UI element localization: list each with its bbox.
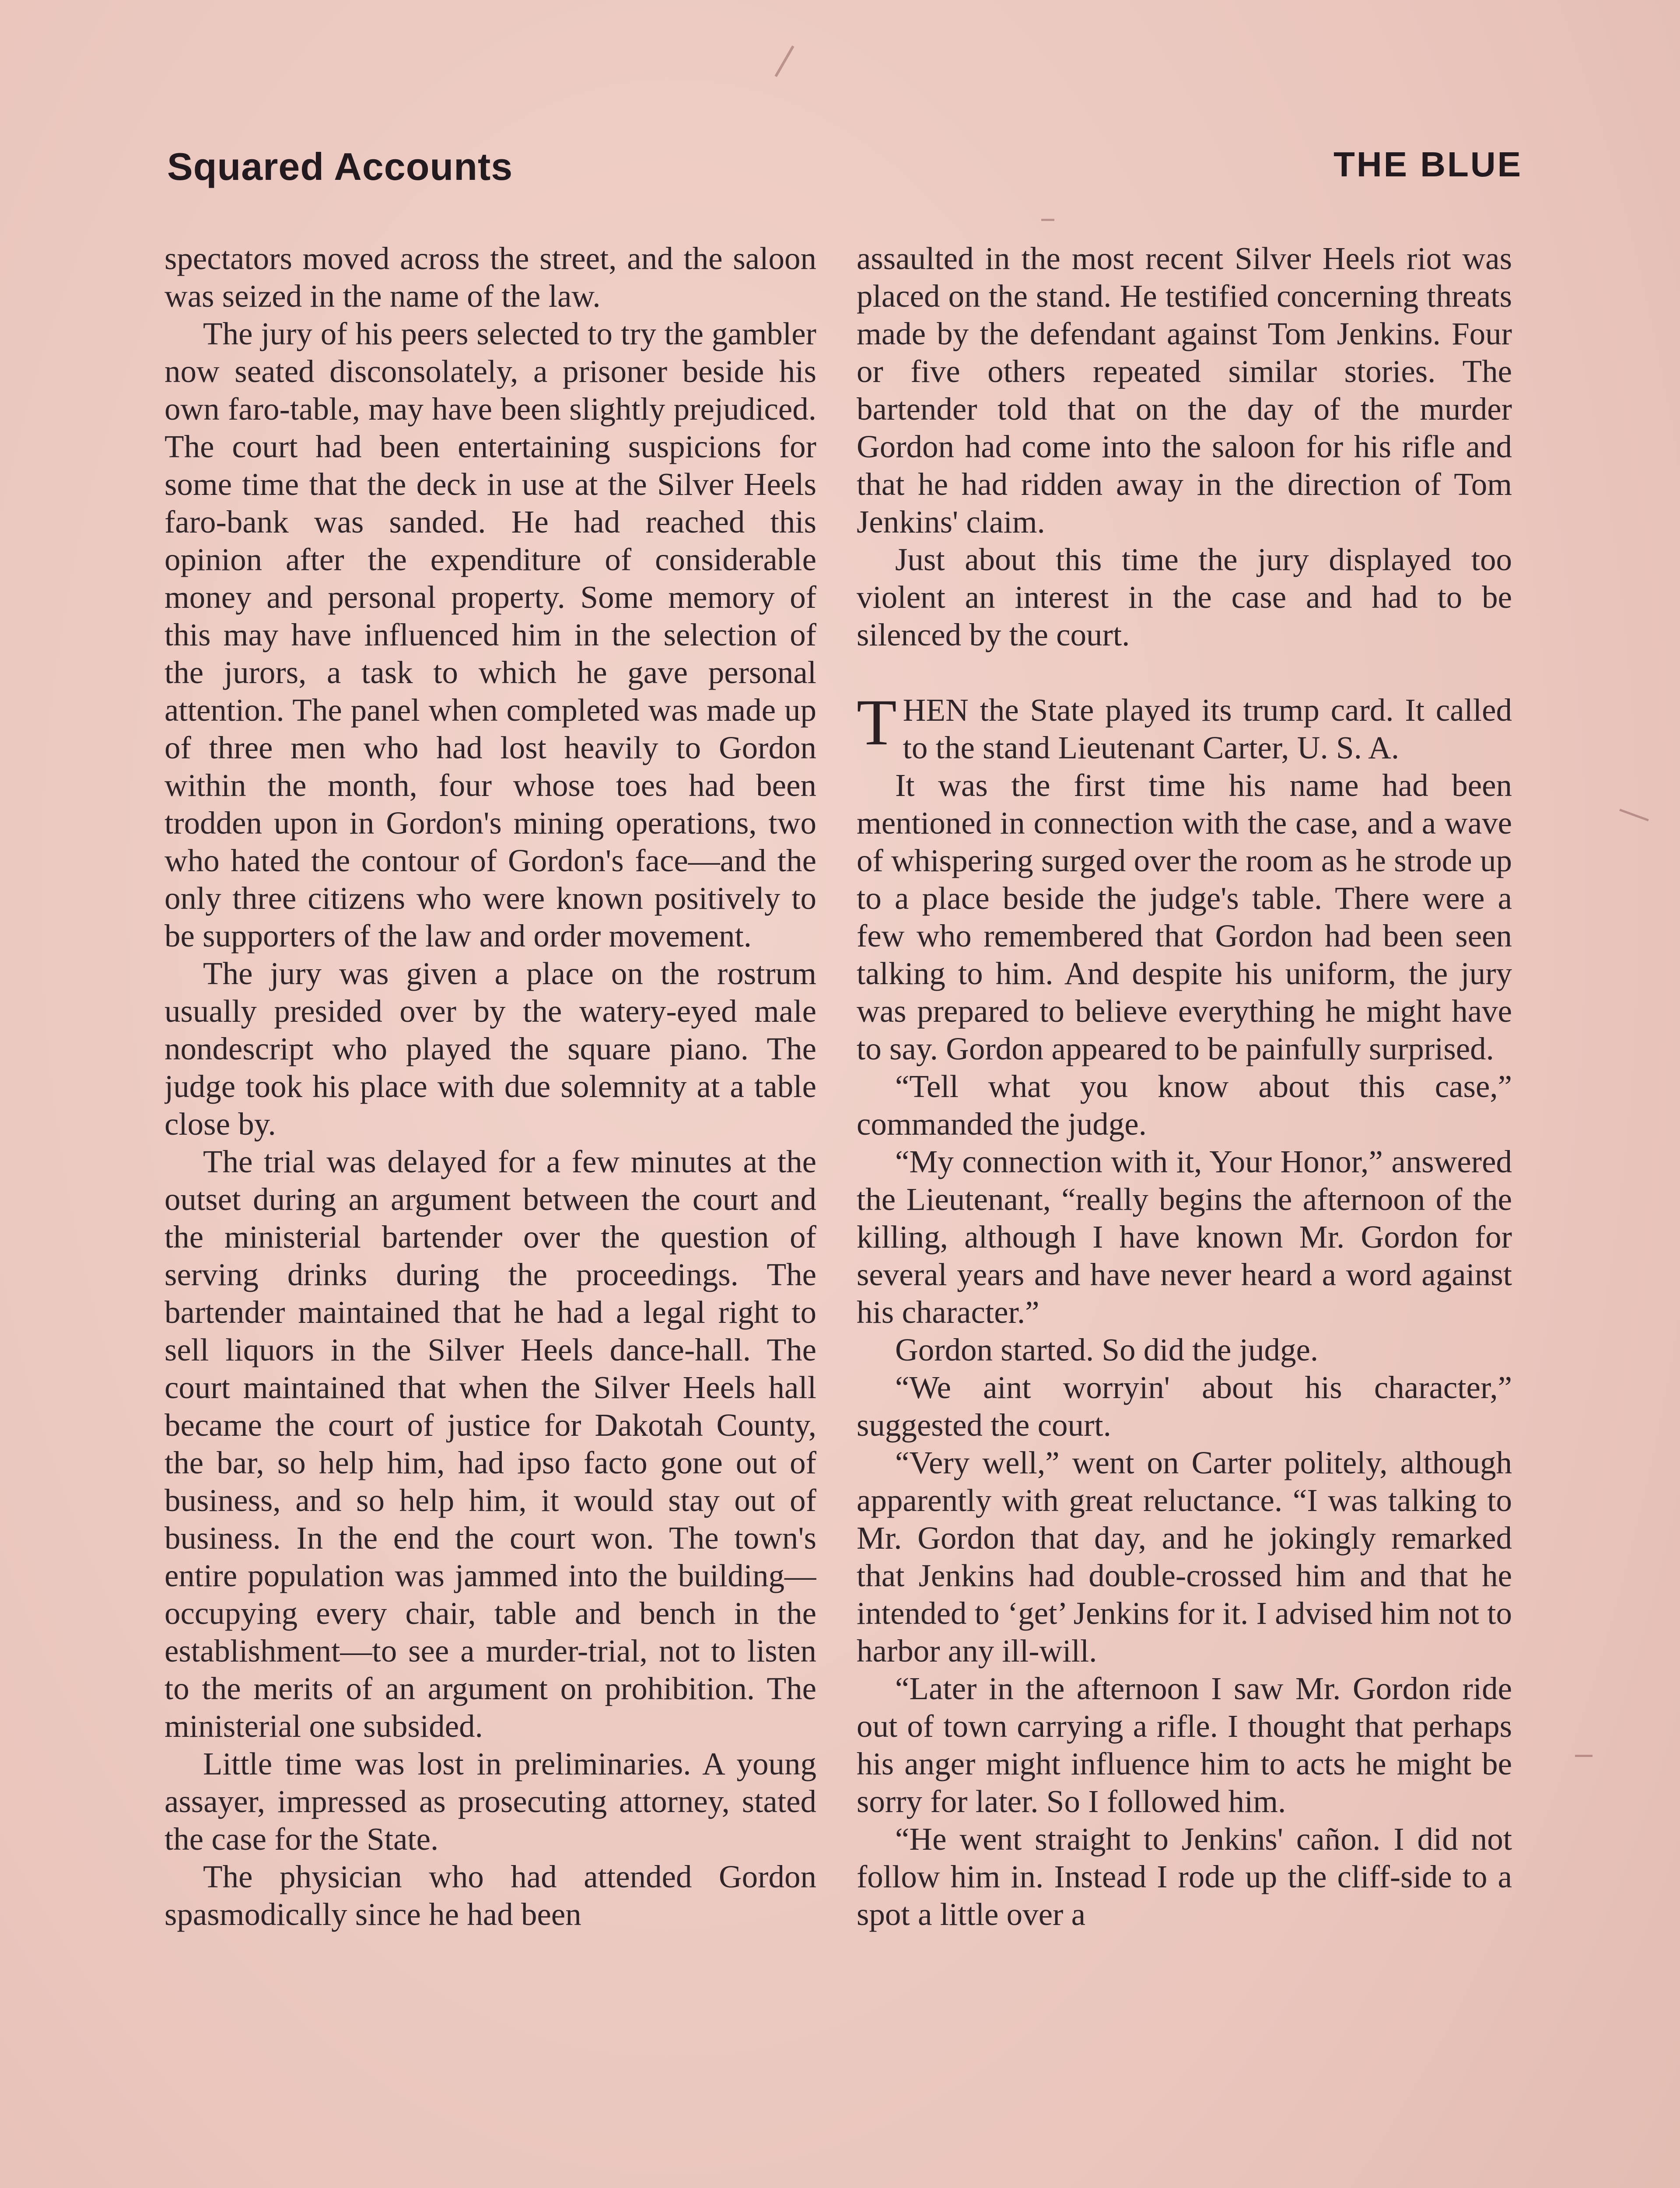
section-lead-text: HEN the State played its trump card. It called to the stand Lieutenant Carter, U. S. A. bbox=[903, 692, 1512, 765]
paragraph: The jury was given a place on the rostrum usually presided over by the watery-eyed male nondescript who played the square piano. The judge took his place with due solemnity at a table close by. bbox=[164, 956, 816, 1142]
paragraph: “Very well,” went on Carter politely, although apparently with great reluctance. “I was talking to Mr. Gordon that day, and he jokingly remarked that Jenkins had double-crossed him and that he intended to ‘get’ Jenkins for it. I advised him not to harbor any ill-will. bbox=[857, 1445, 1512, 1669]
print-speck bbox=[1041, 219, 1054, 221]
paragraph: The trial was delayed for a few minutes at the outset during an argument between the court and the ministerial bartender over the question of serving drinks during the proceedings. The bartender maintained that he had a legal right to sell liquors in the Silver Heels dance-hall. The court maintained that when the Silver Heels hall became the court of justice for Dakotah County, the bar, so help him, had ipso facto gone out of business, and so help him, it would stay out of business. In the end the court won. The town's entire population was jammed into the building—occupying every chair, table and bench in the establishment—to see a murder-trial, not to listen to the merits of an argument on prohibition. The ministerial one subsided. bbox=[164, 1144, 816, 1744]
paragraph: “My connection with it, Your Honor,” answered the Lieutenant, “really begins the afternoon of the killing, although I have known Mr. Gordon for several years and have never heard a word against his character.” bbox=[857, 1144, 1512, 1330]
left-text-column bbox=[164, 240, 816, 2188]
paragraph: The jury of his peers selected to try the gambler now seated disconsolately, a prisoner beside his own faro-table, may have been slightly prejudiced. The court had been entertaining suspicions for some time that the deck in use at the Silver Heels faro-bank was sanded. He had reached this opinion after the expenditure of considerable money and personal property. Some memory of this may have influenced him in the selection of the jurors, a task to which he gave personal attention. The panel when completed was made up of three men who had lost heavily to Gordon within the month, four whose toes had been trodden upon in Gordon's mining operations, two who hated the contour of Gordon's face—and the only three citizens who were known positively to be supporters of the law and order movement. bbox=[164, 316, 816, 954]
paragraph: “He went straight to Jenkins' cañon. I did not follow him in. Instead I rode up the cliff-side to a spot a little over a bbox=[857, 1821, 1512, 1932]
paragraph: assaulted in the most recent Silver Heels riot was placed on the stand. He testified concerning threats made by the defendant against Tom Jenkins. Four or five others repeated similar stories. The bartender told that on the day of the murder Gordon had come into the saloon for his rifle and that he had ridden away in the direction of Tom Jenkins' claim. bbox=[857, 241, 1512, 540]
paragraph: “We aint worryin' about his character,” suggested the court. bbox=[857, 1370, 1512, 1443]
paragraph: The physician who had attended Gordon spasmodically since he had been bbox=[164, 1859, 816, 1932]
section-opening-paragraph bbox=[857, 686, 1512, 767]
print-speck bbox=[1619, 809, 1648, 821]
running-head-magazine: THE BLUE bbox=[1334, 145, 1522, 184]
paragraph: Gordon started. So did the judge. bbox=[895, 1332, 1319, 1368]
paragraph: spectators moved across the street, and the saloon was seized in the name of the law. bbox=[164, 241, 816, 314]
print-speck bbox=[774, 46, 794, 77]
drop-cap: T bbox=[857, 686, 897, 759]
paragraph: Just about this time the jury displayed too violent an interest in the case and had to be silenced by the court. bbox=[857, 542, 1512, 652]
paragraph: It was the first time his name had been mentioned in connection with the case, and a wave of whispering surged over the room as he strode up to a place beside the judge's table. There were a few who remembered that Gordon had been seen talking to him. And despite his uniform, the jury was prepared to believe everything he might have to say. Gordon appeared to be painfully surprised. bbox=[857, 768, 1512, 1066]
right-text-column bbox=[857, 240, 1512, 2188]
paragraph: “Later in the afternoon I saw Mr. Gordon ride out of town carrying a rifle. I thought that perhaps his anger might influence him to acts he might be sorry for later. So I followed him. bbox=[857, 1671, 1512, 1819]
paragraph: “Tell what you know about this case,” commanded the judge. bbox=[857, 1069, 1512, 1142]
paragraph: Little time was lost in preliminaries. A young assayer, impressed as prosecuting attorney, stated the case for the State. bbox=[164, 1746, 816, 1857]
print-speck bbox=[1575, 1755, 1592, 1757]
running-head-story-title: Squared Accounts bbox=[167, 145, 513, 188]
